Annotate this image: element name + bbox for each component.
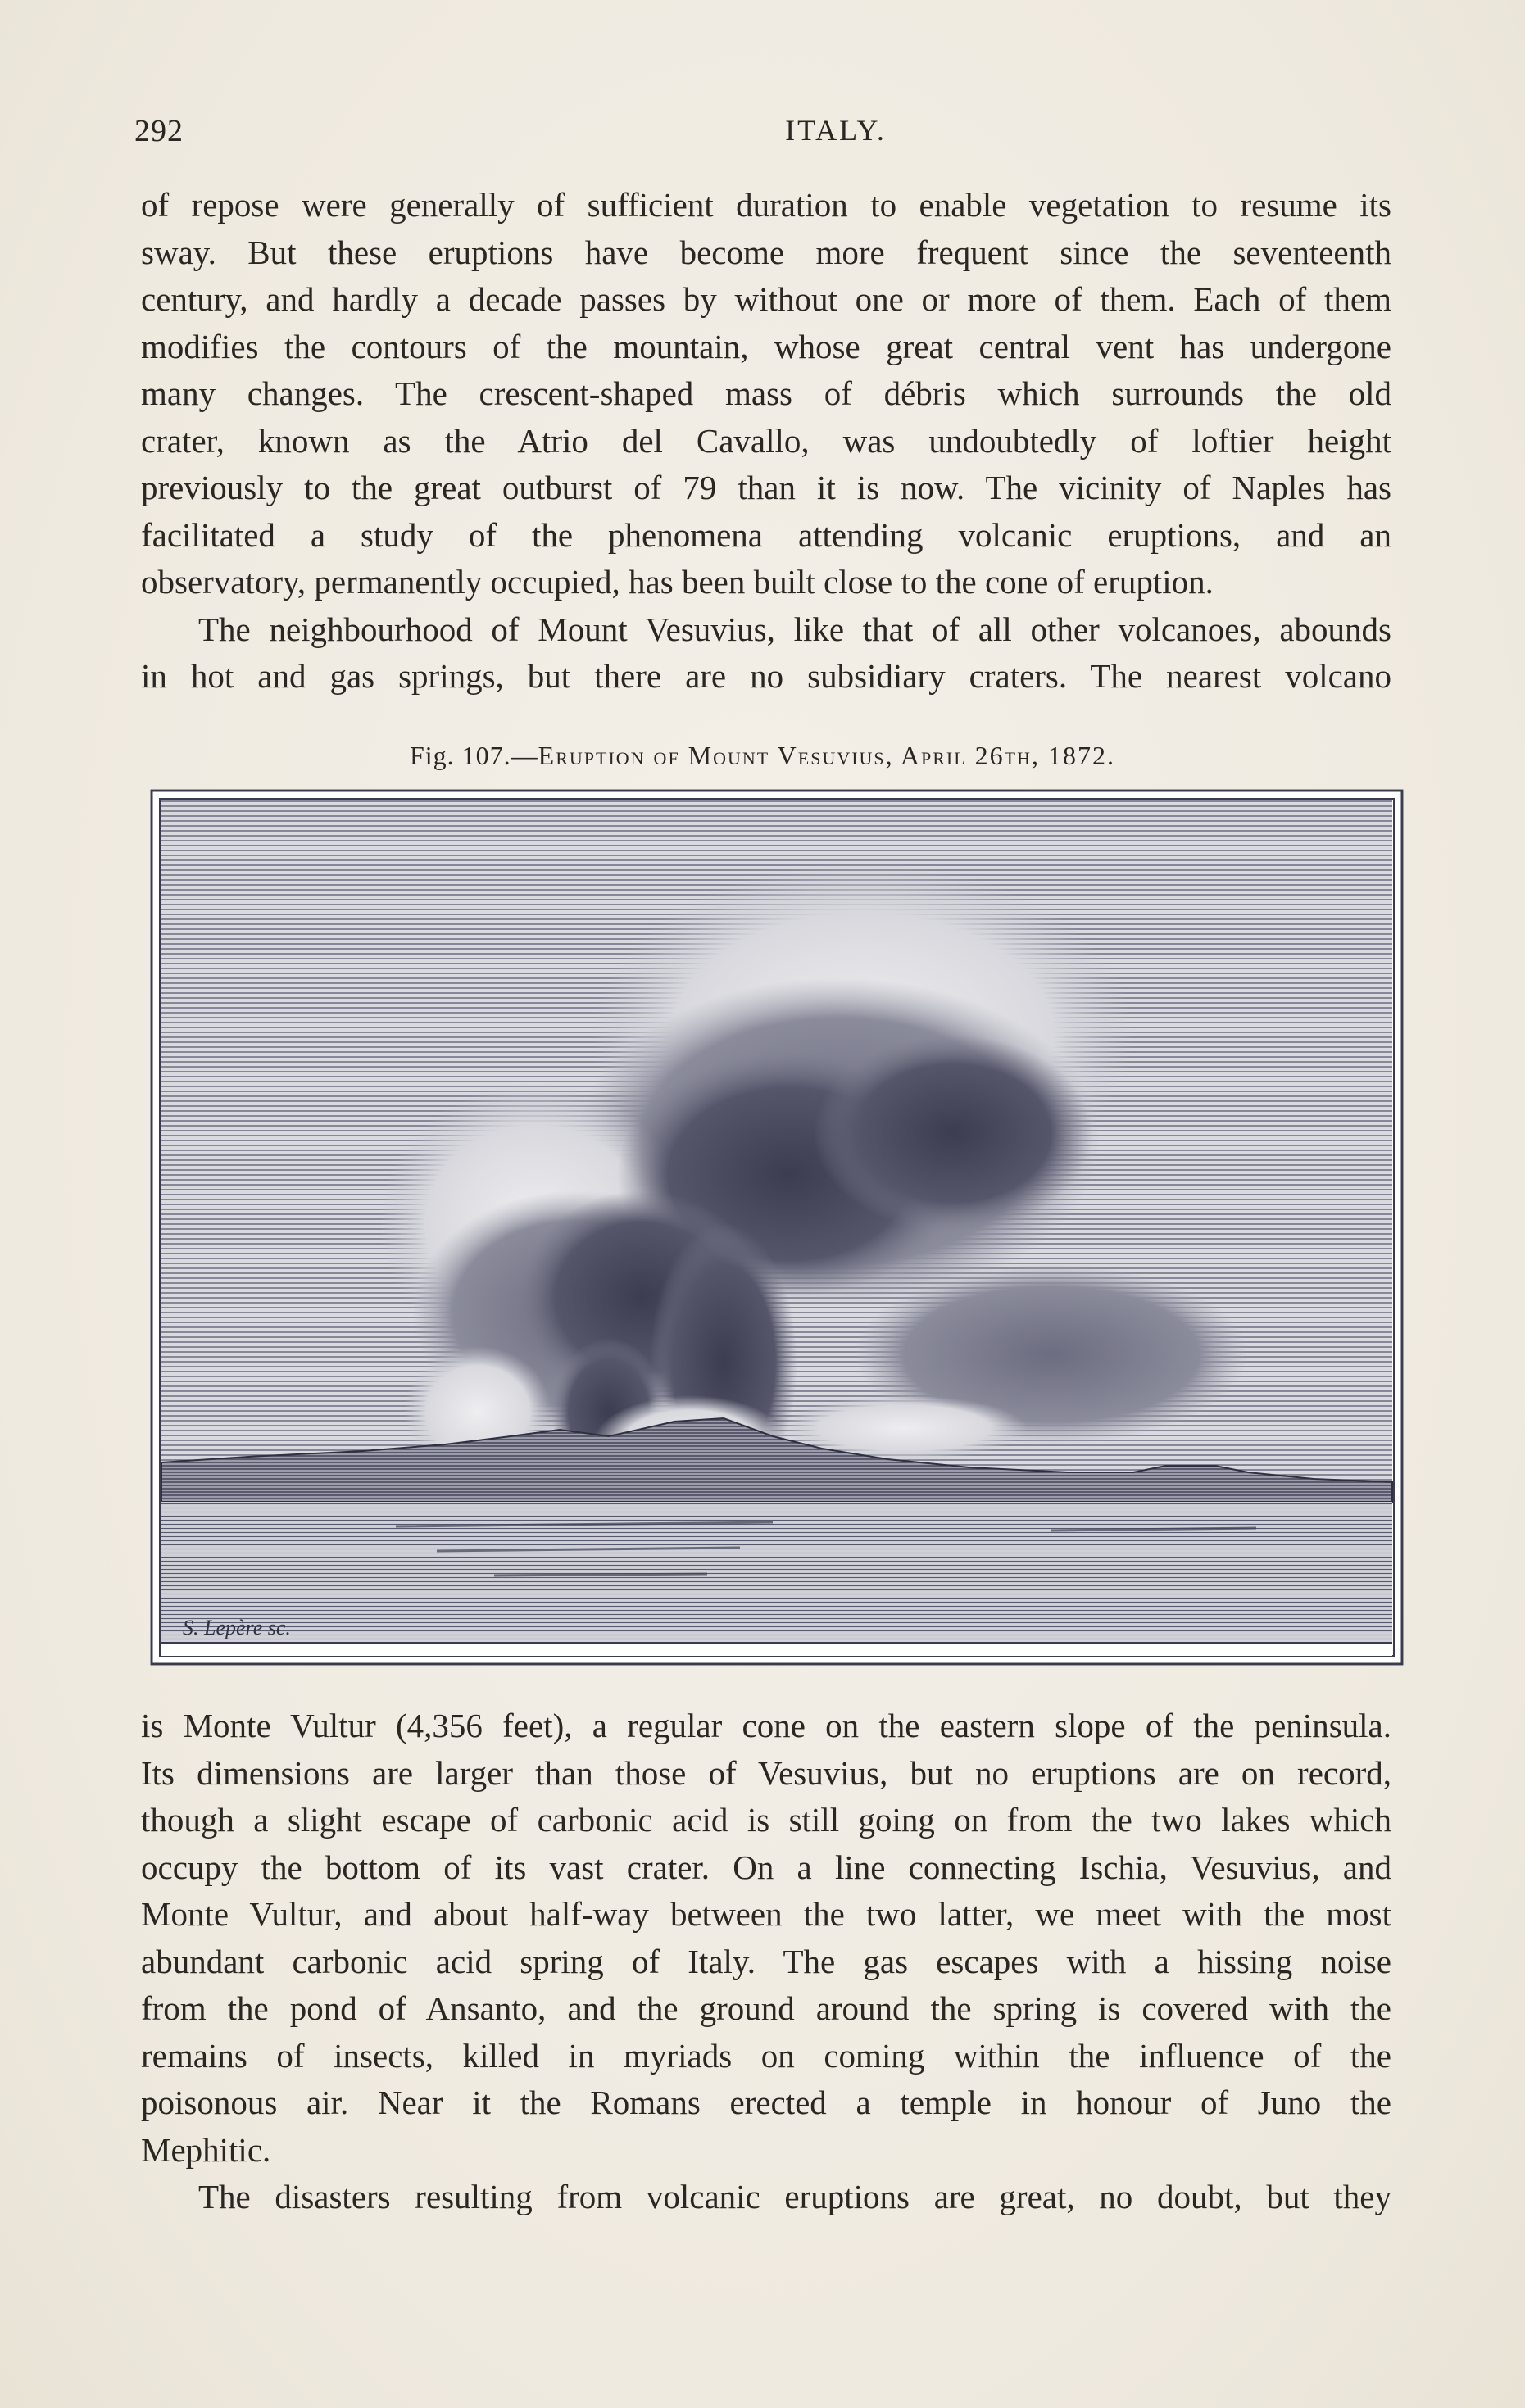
top-paragraphs [141,182,1391,701]
text-line: The disasters resulting from volcanic eruptions are great, no doubt, but they [198,2178,1391,2215]
text-line: remains of insects, killed in myriads on coming within the influence of the [141,2036,1391,2075]
text-line: of repose were generally of sufficient duration to enable vegetation to resume its [141,186,1391,224]
text-line: abundant carbonic acid spring of Italy. The gas escapes with a hissing noise [141,1942,1391,1980]
figure-title: Eruption of Mount Vesuvius, April 26th, 1872. [538,741,1116,770]
page-number: 292 [134,114,184,148]
figure-number: Fig. 107.— [409,741,538,770]
text-line: many changes. The crescent-shaped mass of débris which surrounds the old [141,374,1391,412]
paragraph-disasters [141,2174,1391,2221]
text-line: Mephitic. [141,2130,271,2169]
text-line: in hot and gas springs, but there are no subsidiary craters. The nearest volcano [141,657,1391,695]
text-line: previously to the great outburst of 79 than it is now. The vicinity of Naples has [141,469,1391,506]
engraving-vesuvius-eruption [150,789,1404,1666]
text-line: Monte Vultur, and about half-way between the two latter, we meet with the most [141,1895,1391,1933]
figure-caption [0,741,1525,771]
text-line: observatory, permanently occupied, has been built close to the cone of eruption. [141,563,1214,601]
running-title: ITALY. [785,114,887,147]
engraver-signature: S. Lepère sc. [183,1616,291,1639]
text-line: The neighbourhood of Mount Vesuvius, like that of all other volcanoes, abounds [198,610,1391,648]
paragraph-monte-vultur [141,1703,1391,2174]
text-line: Its dimensions are larger than those of Vesuvius, but no eruptions are on record, [141,1753,1391,1792]
text-line: occupy the bottom of its vast crater. On a line connecting Ischia, Vesuvius, and [141,1848,1391,1886]
text-line: modifies the contours of the mountain, whose great central vent has undergone [141,327,1391,365]
text-line: century, and hardly a decade passes by without one or more of them. Each of them [141,280,1391,318]
engraving-illustration [150,789,1404,1666]
paragraph-continued [141,182,1391,606]
paragraph-vesuvius-springs [141,606,1391,701]
bay-water [161,1502,1392,1643]
text-line: poisonous air. Near it the Romans erected a temple in honour of Juno the [141,2084,1391,2121]
text-line: though a slight escape of carbonic acid is still going on from the two lakes which [141,1801,1391,1839]
text-line: is Monte Vultur (4,356 feet), a regular cone on the eastern slope of the peninsula. [141,1707,1391,1744]
text-line: facilitated a study of the phenomena attending volcanic eruptions, and an [141,515,1391,554]
text-line: sway. But these eruptions have become more frequent since the seventeenth [141,233,1391,271]
text-line: from the pond of Ansanto, and the ground around the spring is covered with the [141,1989,1391,2027]
running-head [131,113,1409,162]
text-line: crater, known as the Atrio del Cavallo, was undoubtedly of loftier height [141,421,1391,460]
bottom-paragraphs [141,1703,1391,2221]
